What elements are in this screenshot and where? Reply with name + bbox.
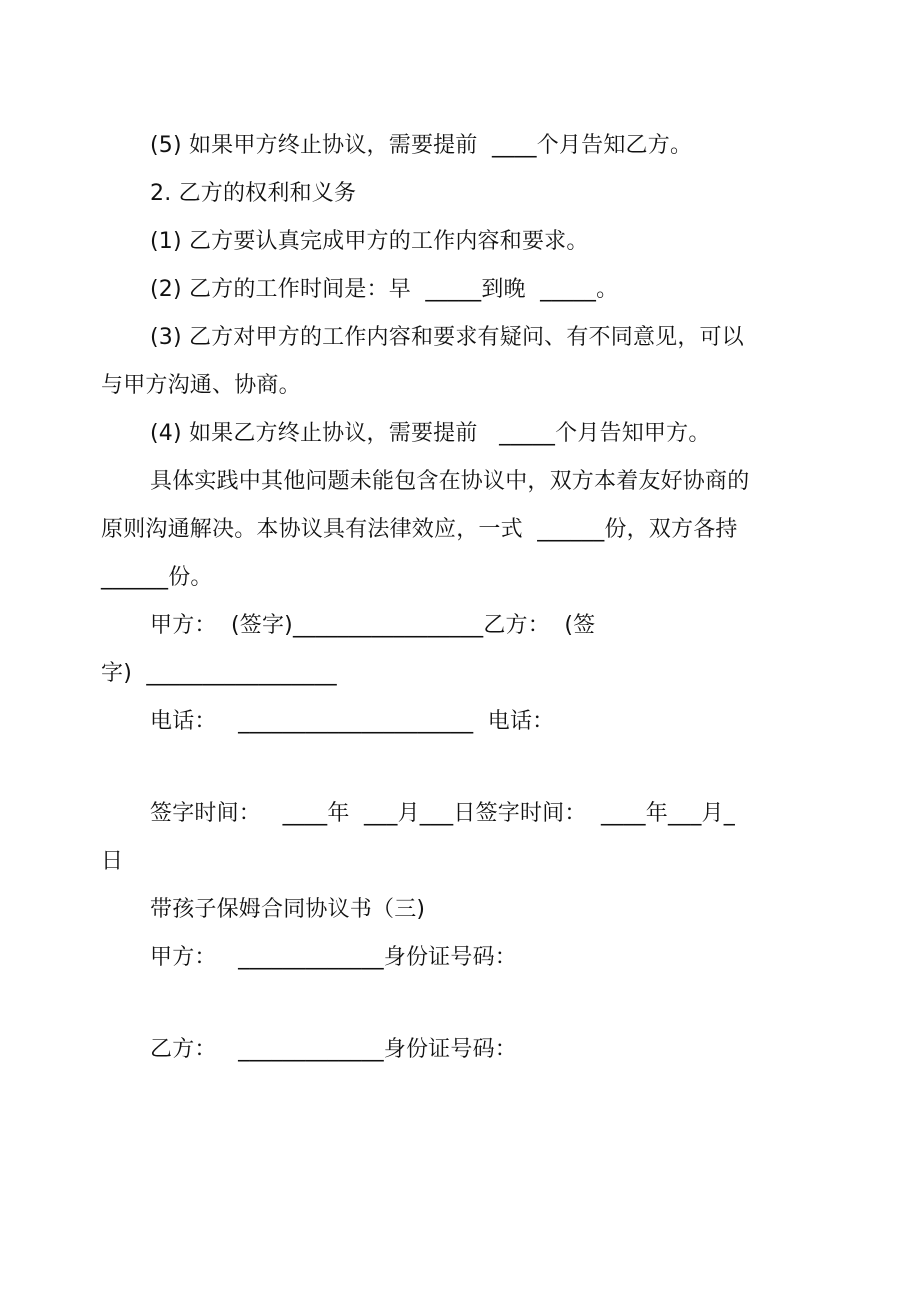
- section-heading-party-b: 2. 乙方的权利和义务: [150, 181, 357, 206]
- clause-1-party-b: (1) 乙方要认真完成甲方的工作内容和要求。: [150, 229, 589, 254]
- clause-3-line-2: 与甲方沟通、协商。: [101, 373, 301, 398]
- clause-5-party-a-termination: (5) 如果甲方终止协议，需要提前 ____个月告知乙方。: [150, 133, 693, 158]
- clause-2-working-hours: (2) 乙方的工作时间是：早 _____到晚 _____。: [150, 277, 619, 302]
- clause-4-party-b-termination: (4) 如果乙方终止协议，需要提前 _____个月告知甲方。: [150, 421, 711, 446]
- party-b-id-line: 乙方： _____________身份证号码：: [150, 1037, 517, 1062]
- signing-date-line-1: 签字时间： ____年 ___月___日签字时间： ____年___月_: [150, 801, 735, 826]
- signing-date-line-2: 日: [101, 849, 124, 874]
- closing-paragraph-line-1: 具体实践中其他问题未能包含在协议中，双方本着友好协商的: [150, 469, 750, 494]
- contract-title-3: 带孩子保姆合同协议书（三): [150, 897, 426, 922]
- signature-line-1: 甲方： (签字)_________________乙方： (签: [150, 613, 596, 638]
- party-a-id-line: 甲方： _____________身份证号码：: [150, 945, 517, 970]
- signature-line-2: 字) _________________: [101, 661, 337, 686]
- closing-paragraph-line-2: 原则沟通解决。本协议具有法律效应，一式 ______份，双方各持: [101, 517, 738, 542]
- clause-3-line-1: (3) 乙方对甲方的工作内容和要求有疑问、有不同意见，可以: [150, 325, 744, 350]
- closing-paragraph-line-3: ______份。: [101, 565, 213, 590]
- phone-line: 电话： _____________________ 电话：: [150, 709, 555, 734]
